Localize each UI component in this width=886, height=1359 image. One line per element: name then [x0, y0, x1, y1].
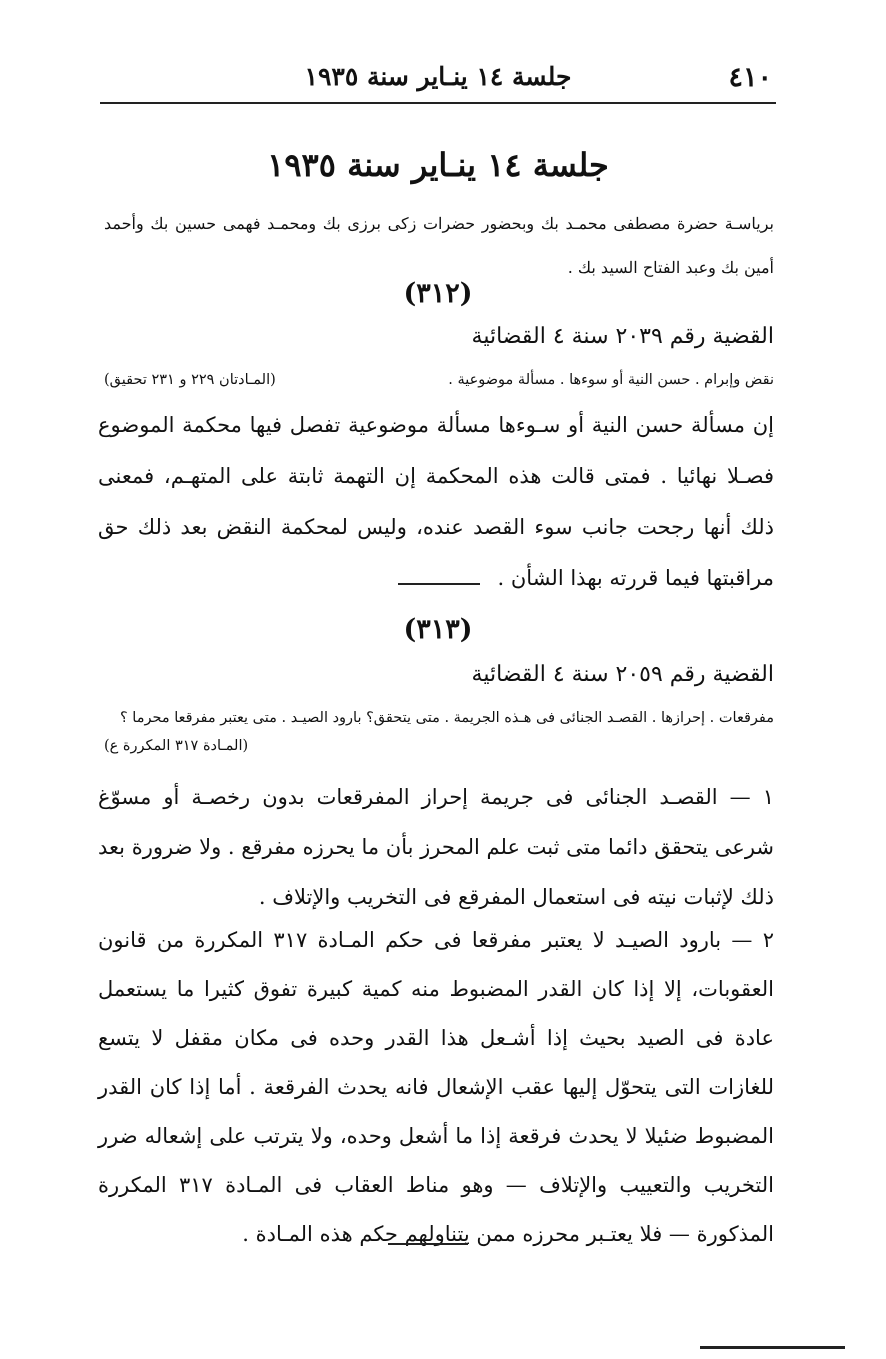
keywords-text: نقض وإبرام . حسن النية أو سوءها . مسألة موضوعية . [448, 372, 774, 388]
running-header [100, 58, 776, 98]
case-number: (٣١٣) [403, 614, 473, 645]
header-rule [100, 102, 776, 104]
case-keywords [104, 366, 774, 394]
page-edge-rule [700, 1346, 845, 1349]
running-title: جلسة ١٤ ينـاير سنة ١٩٣٥ [304, 62, 572, 91]
presidency-text: برياسـة حضرة مصطفى محمـد بك وبحضور حضرات زكى برزى بك ومحمـد فهمى حسين بك وأحمد أمين بك وعبد الفتاح السيد بك . [104, 214, 774, 277]
case-title: القضية رقم ٢٠٣٩ سنة ٤ القضائية [471, 324, 774, 349]
page-number: ٤١٠ [728, 62, 772, 93]
case-title: القضية رقم ٢٠٥٩ سنة ٤ القضائية [471, 662, 774, 687]
keywords-text: مفرقعات . إحرازها . القصـد الجنائى فى هـذه الجريمة . متى يتحقق؟ بارود الصيـد . متى يعتبر مفرقعا محرما ؟ [119, 710, 774, 726]
session-title: جلسة ١٤ ينـاير سنة ١٩٣٥ [267, 146, 609, 184]
ruling-paragraph: ٢ — بارود الصيـد لا يعتبر مفرقعا فى حكم المـادة ٣١٧ المكررة من قانون العقوبات، إلا إذا كان القدر المضبوط منه كمية كبيرة تفوق كثيرا ما يستعمل عادة فى الصيد بحيث إذا أشـعل هذا القدر وحده فى مكان مقفل لا يتسع للغازات التى يتحوّل إليها عقب الإشعال فانه يحدث الفرقعة . أما إذا كان القدر المضبوط ضئيلا لا يحدث فرقعة إذا ما أشعل وحده، ولا يترتب على إشعاله ضرر التخريب والتعييب والإتلاف — وهو مناط العقاب فى المـادة ٣١٧ المكررة المذكورة — فلا يعتـبر محرزه ممن يتناولهم حكم هذه المـادة . [98, 928, 775, 1246]
articles-ref: (المـادة ٣١٧ المكررة ع) [104, 738, 249, 754]
ruling-paragraph: ١ — القصـد الجنائى فى جريمة إحراز المفرقعات بدون رخصـة أو مسوّغ شرعى يتحقق دائما متى ثبت علم المحرز بأن ما يحرزه مفرقع . ولا ضرورة بعد ذلك لإثبات نيته فى استعمال المفرقع فى التخريب والإتلاف . [98, 785, 774, 909]
ruling-paragraph: إن مسألة حسن النية أو سـوءها مسألة موضوعية تفصل فيها محكمة الموضوع فصـلا نهائيا . فمتى قالت هذه المحكمة إن التهمة ثابتة على المتهـم، فمعنى ذلك أنها رجحت جانب سوء القصد عنده، وليس لمحكمة النقض بعد ذلك حق مراقبتها فيما قررته بهذا الشأن . [98, 413, 774, 590]
case-keywords [104, 704, 774, 754]
articles-ref: (المـادتان ٢٢٩ و ٢٣١ تحقيق) [104, 372, 276, 388]
section-divider [388, 1243, 468, 1245]
section-divider [398, 583, 480, 585]
case-number: (٣١٢) [403, 278, 473, 309]
